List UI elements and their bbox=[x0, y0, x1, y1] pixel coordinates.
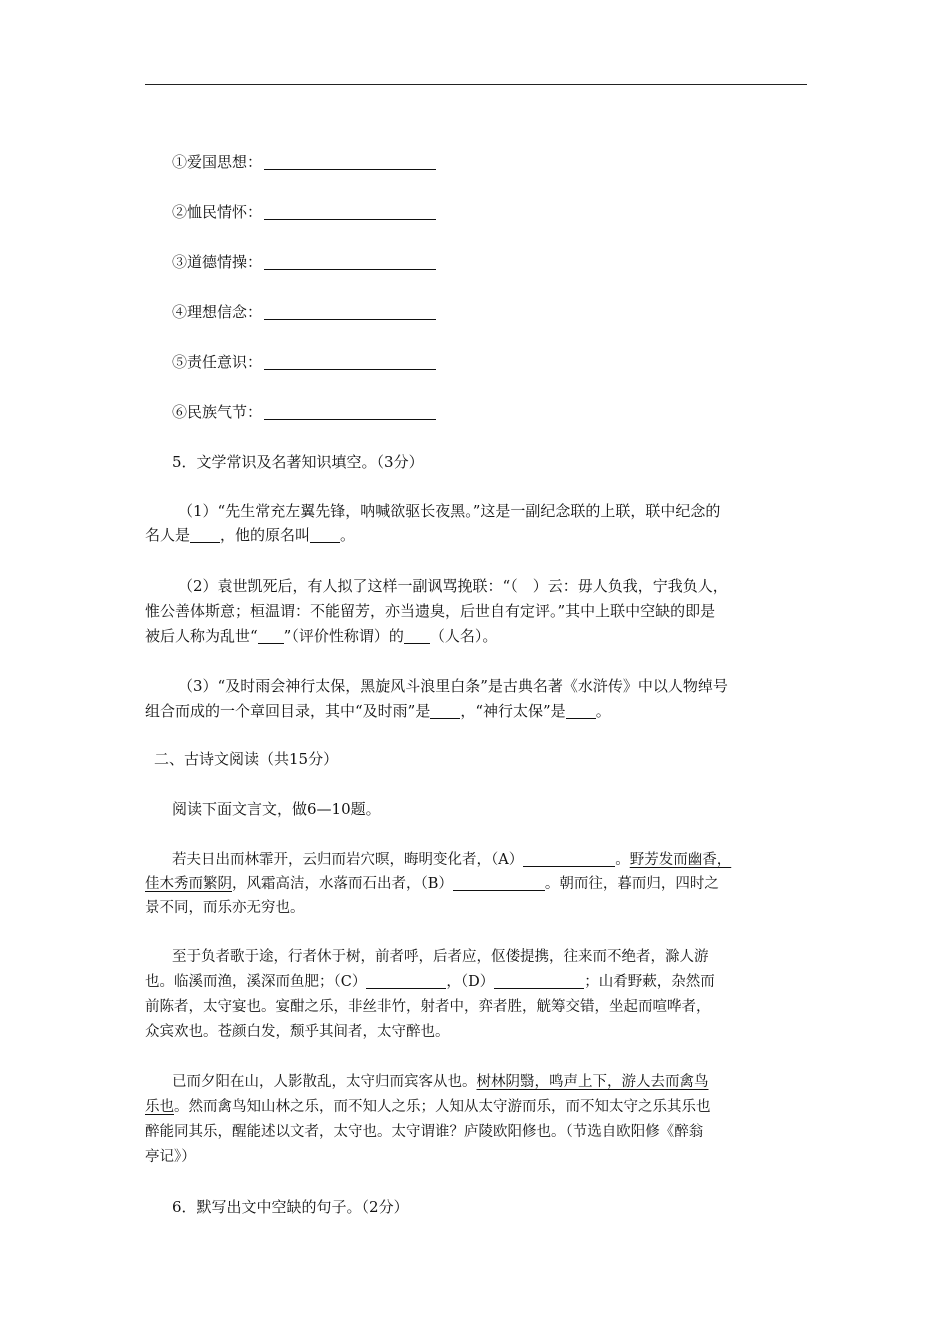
answer-blank-c[interactable] bbox=[366, 973, 446, 989]
q5-part1-line2 bbox=[145, 525, 355, 545]
passage-p1-line2 bbox=[145, 874, 719, 894]
passage-p3-line2 bbox=[145, 1097, 711, 1117]
question-5-title: 5．文学常识及名著知识填空。（3分） bbox=[172, 453, 424, 471]
list-item-label: ③道德情操： bbox=[172, 253, 263, 271]
passage-p1-line1 bbox=[172, 850, 731, 870]
answer-blank[interactable] bbox=[258, 628, 284, 644]
list-item bbox=[172, 352, 436, 372]
text: ”（评价性称谓）的 bbox=[283, 627, 404, 645]
text: 。然而禽鸟知山林之乐，而不知人之乐；人知从太守游而乐，而不知太守之乐其乐也 bbox=[174, 1099, 711, 1115]
text: 也。临溪而渔，溪深而鱼肥；（C） bbox=[145, 974, 367, 990]
underlined-text: 树林阴翳，鸣声上下，游人去而禽鸟 bbox=[476, 1074, 709, 1090]
underlined-text: 乐也 bbox=[145, 1099, 174, 1115]
list-item bbox=[172, 402, 436, 422]
answer-blank[interactable] bbox=[264, 354, 436, 370]
answer-blank[interactable] bbox=[404, 628, 430, 644]
list-item-label: ⑥民族气节： bbox=[172, 403, 263, 421]
answer-blank[interactable] bbox=[264, 404, 436, 420]
header-rule bbox=[145, 84, 807, 85]
text: 已而夕阳在山，人影散乱，太守归而宾客从也。 bbox=[172, 1074, 477, 1090]
text: （人名）。 bbox=[429, 627, 498, 645]
passage-p1-line3: 景不同，而乐亦无穷也。 bbox=[145, 900, 305, 916]
answer-blank[interactable] bbox=[310, 527, 340, 543]
question-6-title: 6．默写出文中空缺的句子。（2分） bbox=[172, 1198, 409, 1216]
answer-blank[interactable] bbox=[264, 154, 436, 170]
list-item-label: ②恤民情怀： bbox=[172, 203, 263, 221]
text: ，“神行太保”是 bbox=[460, 702, 566, 720]
passage-p3-line4: 亭记》） bbox=[145, 1149, 196, 1165]
text: ；山肴野蔌，杂然而 bbox=[584, 974, 715, 990]
answer-blank[interactable] bbox=[264, 204, 436, 220]
passage-p2-line1: 至于负者歌于途，行者休于树，前者呼，后者应，伛偻提携，往来而不绝者，滁人游 bbox=[172, 949, 709, 965]
list-item-label: ④理想信念： bbox=[172, 303, 263, 321]
passage-p2-line3: 前陈者，太守宴也。宴酣之乐，非丝非竹，射者中，弈者胜，觥筹交错，坐起而喧哗者， bbox=[145, 999, 711, 1015]
text: 。 bbox=[615, 852, 630, 868]
list-item bbox=[172, 252, 436, 272]
text: 。 bbox=[595, 702, 611, 720]
passage-p2-line2 bbox=[145, 972, 715, 992]
passage-p3-line1 bbox=[172, 1072, 709, 1092]
answer-blank-d[interactable] bbox=[494, 973, 584, 989]
answer-blank-b[interactable] bbox=[453, 875, 545, 891]
text: 。 bbox=[340, 526, 356, 544]
passage-p3-line3: 醉能同其乐，醒能述以文者，太守也。太守谓谁？庐陵欧阳修也。（节选自欧阳修《醉翁 bbox=[145, 1124, 704, 1140]
q5-part2-line3 bbox=[145, 626, 497, 646]
text: 若夫日出而林霏开，云归而岩穴暝，晦明变化者，（A） bbox=[172, 852, 524, 868]
answer-blank-a[interactable] bbox=[523, 851, 615, 867]
answer-blank[interactable] bbox=[430, 703, 460, 719]
q5-part3-line1: （3）“及时雨会神行太保，黑旋风斗浪里白条”是古典名著《水浒传》中以人物绰号 bbox=[178, 677, 728, 695]
answer-blank[interactable] bbox=[566, 703, 596, 719]
text: 名人是 bbox=[145, 526, 191, 544]
list-item bbox=[172, 302, 436, 322]
underlined-text: 佳木秀而繁阴 bbox=[145, 876, 232, 892]
list-item-label: ⑤责任意识： bbox=[172, 353, 263, 371]
text: ，（D） bbox=[446, 974, 495, 990]
q5-part2-line2: 惟公善体斯意；桓温谓：不能留芳，亦当遗臭，后世自有定评。”其中上联中空缺的即是 bbox=[145, 602, 716, 620]
underlined-text: 野芳发而幽香， bbox=[629, 852, 732, 868]
list-item bbox=[172, 202, 436, 222]
list-item-label: ①爱国思想： bbox=[172, 153, 263, 171]
text: ，风霜高洁，水落而石出者，（B） bbox=[232, 876, 453, 892]
answer-blank[interactable] bbox=[264, 254, 436, 270]
section-2-title: 二、古诗文阅读（共15分） bbox=[154, 750, 339, 768]
answer-blank[interactable] bbox=[190, 527, 220, 543]
text: 被后人称为乱世“ bbox=[145, 627, 258, 645]
text: 。朝而往，暮而归，四时之 bbox=[544, 876, 719, 892]
answer-blank[interactable] bbox=[264, 304, 436, 320]
q5-part3-line2 bbox=[145, 701, 611, 721]
text: 组合而成的一个章回目录，其中“及时雨”是 bbox=[145, 702, 431, 720]
list-item bbox=[172, 152, 436, 172]
text: ，他的原名叫 bbox=[220, 526, 311, 544]
passage-p2-line4: 众宾欢也。苍颜白发，颓乎其间者，太守醉也。 bbox=[145, 1024, 450, 1040]
q5-part2-line1: （2）袁世凯死后，有人拟了这样一副讽骂挽联：“（ ）云：毋人负我，宁我负人， bbox=[178, 577, 728, 595]
section-2-intro: 阅读下面文言文，做6—10题。 bbox=[172, 800, 381, 818]
q5-part1-line1: （1）“先生常充左翼先锋，呐喊欲驱长夜黑。”这是一副纪念联的上联，联中纪念的 bbox=[178, 502, 721, 520]
